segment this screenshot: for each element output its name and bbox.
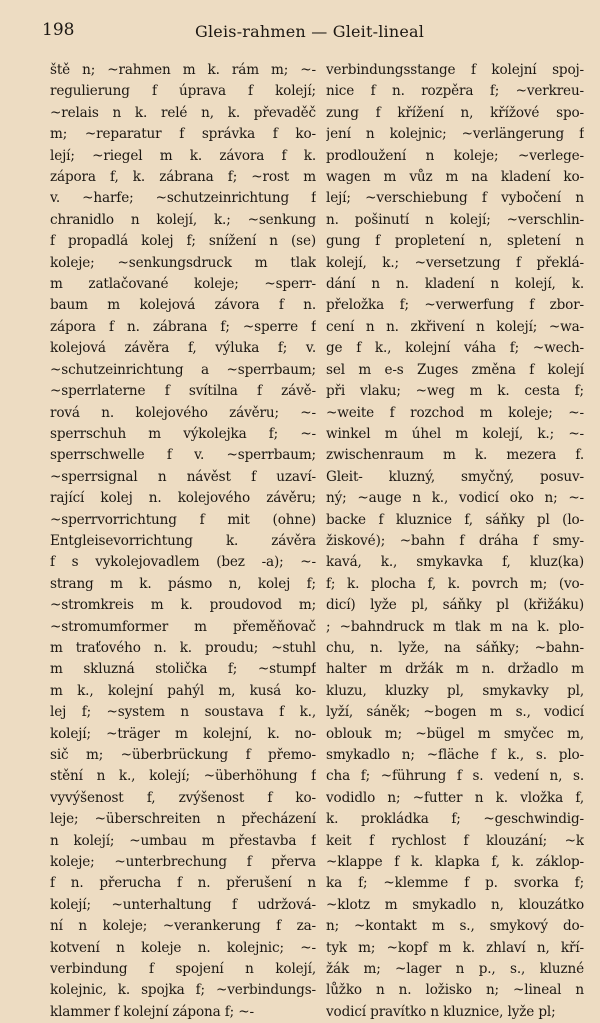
text-line: k. prokládka f; ~geschwindig- [326,811,584,828]
text-line: žiskové); ~bahn f dráha f smy- [326,532,584,549]
text-line: zwischenraum m k. mezera f. [326,447,584,464]
text-line: dicí) lyže pl, sáňky pl (křižáku) [326,597,584,614]
text-line: m traťového n. k. proudu; ~stuhl [50,639,316,656]
text-line: f s vykolejovadlem (bez -a); ~- [50,554,316,571]
text-line: n. pošinutí n kolejí; ~verschlin- [326,211,584,228]
text-line: m; ~reparatur f správka f ko- [50,126,316,143]
text-line: sperrschuh m výkolejka f; ~- [50,425,316,442]
text-line: ní n koleje; ~verankerung f za- [50,918,316,935]
text-line: nice f n. rozpěra f; ~verkreu- [326,83,584,100]
text-line: ~relais n k. relé n, k. převaděč [50,104,316,121]
text-line: ~klappe f k. klapka f, k. záklop- [326,854,584,871]
text-line: m k., kolejní pahýl m, kusá ko- [50,682,316,699]
text-line: tyk m; ~kopf m k. zhlaví n, kří- [326,939,584,956]
text-line: ~sperrlaterne f svítilna f závě- [50,383,316,400]
text-line: prodloužení n koleje; ~verlege- [326,147,584,164]
text-line: kolejí, k.; ~versetzung f překlá- [326,254,584,271]
text-line: kluzu, kluzky pl, smykavky pl, [326,682,584,699]
text-line: vodidlo n; ~futter n k. vložka f, [326,789,584,806]
text-line: wagen m vůz m na kladení ko- [326,169,584,186]
text-line: n kolejí; ~umbau m přestavba f [50,832,316,849]
text-line: keit f rychlost f klouzání; ~k [326,832,584,849]
text-line: ~weite f rozchod m koleje; ~- [326,404,584,421]
text-line: vyvýšenost f, zvýšenost f ko- [50,789,316,806]
text-line: baum m kolejová závora f n. [50,297,316,314]
text-line: gung f propletení n, spletení n [326,233,584,250]
text-line: oblouk m; ~bügel m smyčec m, [326,725,584,742]
text-line: přeložka f; ~verwerfung f zbor- [326,297,584,314]
text-line: cha f; ~führung f s. vedení n, s. [326,768,584,785]
text-line: f propadlá kolej f; snížení n (se) [50,233,316,250]
text-line: n; ~kontakt m s., smykový do- [326,918,584,935]
text-line: ~sperrvorrichtung f mit (ohne) [50,511,316,528]
text-line: smykadlo n; ~fläche f k., s. plo- [326,747,584,763]
text-line: f; k. plocha f, k. povrch m; (vo- [326,575,584,592]
text-line: žák m; ~lager n p., s., kluzné [326,961,584,978]
right-column [326,60,584,1023]
text-line: ~schutzeinrichtung a ~sperrbaum; [50,361,316,378]
text-line: sperrschwelle f v. ~sperrbaum; [50,447,316,464]
text-line: Entgleisevorrichtung k. závěra [50,532,316,549]
text-line: leje; ~überschreiten n přecházení [50,811,316,828]
text-line: při vlaku; ~weg m k. cesta f; [326,383,584,400]
text-line: backe f kluznice f, sáňky pl (lo- [326,511,584,528]
text-line: stění n k., kolejí; ~überhöhung f [50,768,316,785]
text-line: regulierung f úprava f kolejí; [50,83,316,100]
text-line: kolejí; ~träger m kolejní, k. no- [50,725,316,742]
text-line: m skluzná stolička f; ~stumpf [50,661,316,678]
text-line: halter m držák m n. držadlo m [326,661,584,678]
text-line: kolejí; ~unterhaltung f udržová- [50,896,316,913]
text-line: lejí; ~verschiebung f vybočení n [326,190,584,207]
text-line: vodicí pravítko n kluznice, lyže pl; [326,1003,556,1020]
text-line: f n. přerucha f n. přerušení n [50,875,316,892]
text-line: strang m k. pásmo n, kolej f; [50,575,316,592]
text-line: lyží, sáněk; ~bogen m s., vodicí [326,704,584,721]
text-line: verbindungsstange f kolejní spoj- [326,62,584,78]
text-line: ště n; ~rahmen m k. rám m; ~- [50,62,316,78]
text-line: verbindung f spojení n kolejí, [50,961,316,978]
text-line: kavá, k., smykavka f, kluz(ka) [326,554,584,571]
text-line: lej f; ~system n soustava f k., [50,704,316,721]
text-line: winkel m úhel m kolejí, k.; ~- [326,425,584,442]
running-head: Gleis-rahmen — Gleit-lineal [195,22,425,41]
page-number: 198 [42,20,75,40]
text-line: ~stromumformer m přeměňovač [50,618,316,635]
text-line: zung f křížení n, křížové spo- [326,104,584,121]
text-line: v. ~harfe; ~schutzeinrichtung f [50,190,316,207]
left-column [50,60,316,1023]
text-line: koleje; ~unterbrechung f přerva [50,854,316,871]
text-line: klammer f kolejní zápona f; ~- [50,1003,254,1020]
text-line: kolejová závěra f, výluka f; v. [50,340,316,357]
text-line: dání n n. kladení n kolejí, k. [326,276,584,293]
text-line: lejí; ~riegel m k. závora f k. [50,147,316,164]
text-line: cení n n. zkřivení n kolejí; ~wa- [326,318,584,335]
text-line: koleje; ~senkungsdruck m tlak [50,254,316,271]
text-line: m zatlačované koleje; ~sperr- [50,276,316,293]
text-line: sič m; ~überbrückung f přemo- [50,747,316,763]
text-line: zápora f n. zábrana f; ~sperre f [50,318,316,335]
text-line: kolejnic, k. spojka f; ~verbindungs- [50,982,316,999]
text-line: ; ~bahndruck m tlak m na k. plo- [326,618,584,635]
text-line: rová n. kolejového závěru; ~- [50,404,316,421]
text-line: ~stromkreis m k. proudovod m; [50,597,316,614]
text-line: sel m e-s Zuges změna f kolejí [326,361,584,378]
text-line: ~sperrsignal n návěst f uzaví- [50,468,316,485]
text-line: Gleit- kluzný, smyčný, posuv- [326,468,584,485]
text-line: chu, n. lyže, na sáňky; ~bahn- [326,639,584,656]
text-line: ~klotz m smykadlo n, klouzátko [326,896,584,913]
text-line: ge f k., kolejní váha f; ~wech- [326,340,584,357]
text-line: jení n kolejnic; ~verlängerung f [326,126,584,143]
text-line: zápora f, k. zábrana f; ~rost m [50,169,316,186]
text-line: kotvení n koleje n. kolejnic; ~- [50,939,316,956]
text-line: rající kolej n. kolejového závěru; [50,490,316,507]
text-line: ka f; ~klemme f p. svorka f; [326,875,584,892]
text-line: lůžko n n. ložisko n; ~lineal n [326,982,584,999]
text-line: ný; ~auge n k., vodicí oko n; ~- [326,490,584,507]
page-header [0,14,600,46]
text-line: chranidlo n kolejí, k.; ~senkung [50,211,316,228]
